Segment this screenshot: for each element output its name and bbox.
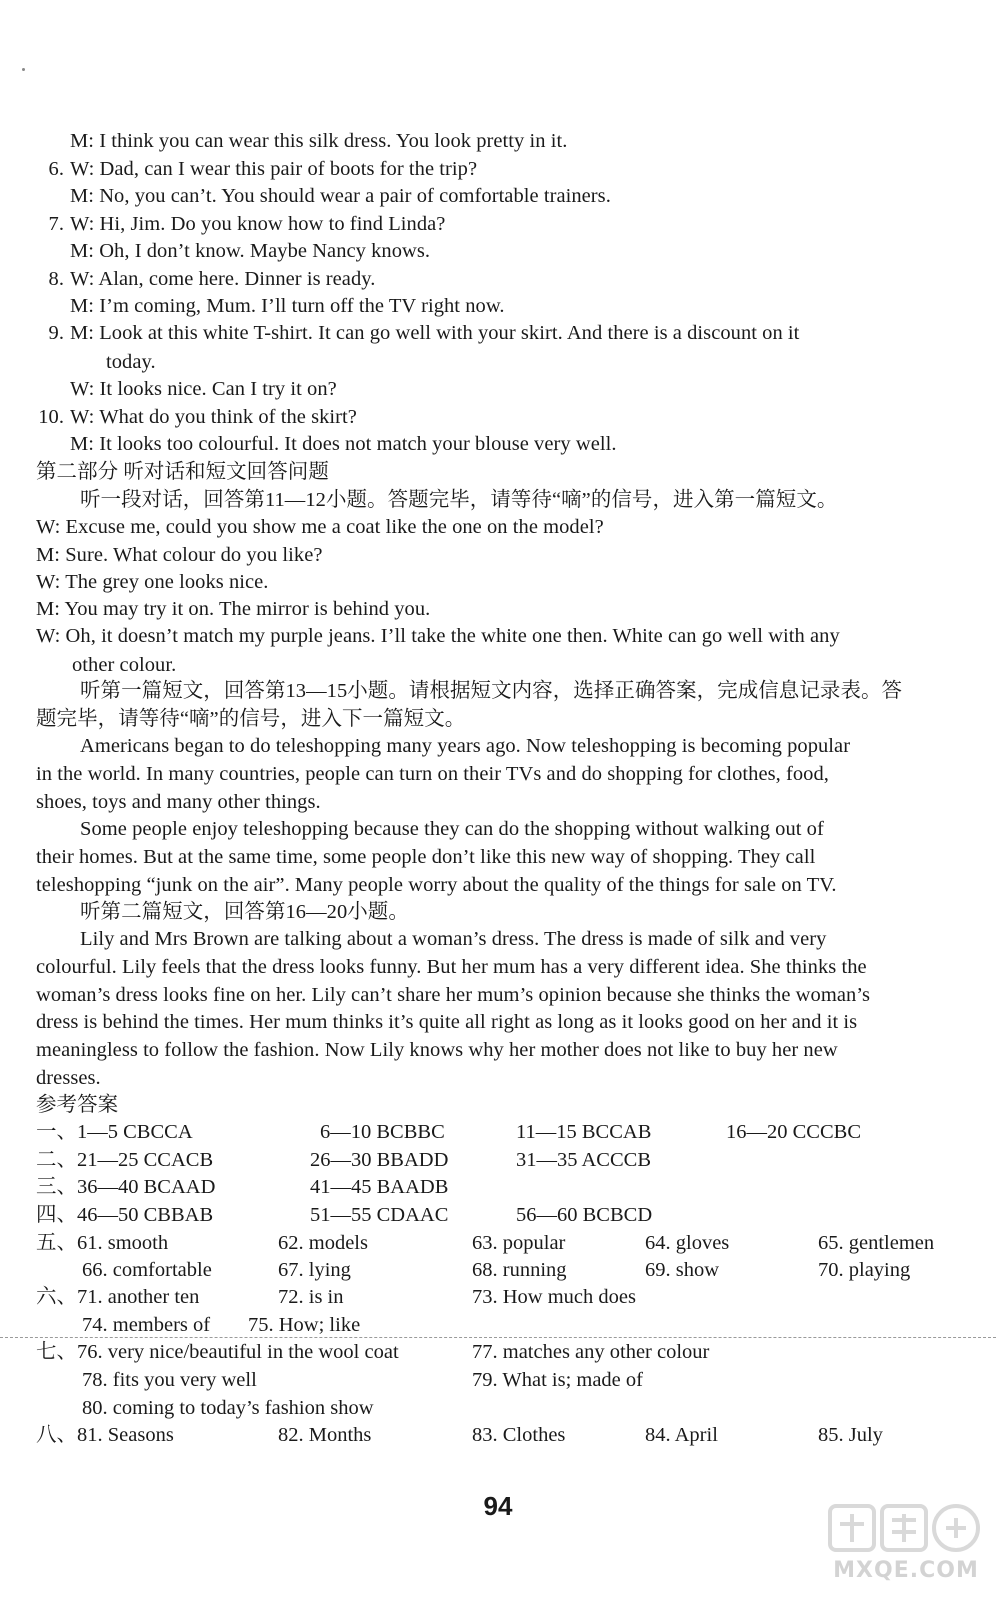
dialogue-6-man: M: No, you can’t. You should wear a pair of comfortable trainers.	[70, 185, 611, 207]
passage-1-line-6: teleshopping “junk on the air”. Many people worry about the quality of the things for sale on TV.	[36, 874, 837, 896]
answer-row-1	[0, 1118, 996, 1146]
passage-2-instruction: 听第二篇短文，回答第16—20小题。	[80, 901, 409, 923]
conversation-line-5: W: Oh, it doesn’t match my purple jeans. I’ll take the white one then. White can go well with any	[36, 625, 840, 647]
passage-2-line-4: dress is behind the times. Her mum thinks it’s quite all right as long as it looks good on her and it is	[36, 1011, 858, 1033]
page-number: 94	[483, 1491, 513, 1521]
answer-cell: 二、21—25 CCACB	[36, 1149, 214, 1171]
answer-cell: 五、61. smooth	[36, 1232, 169, 1254]
answer-cell: 73. How much does	[472, 1286, 636, 1308]
answer-cell: 85. July	[818, 1424, 883, 1446]
answer-row-3	[0, 1173, 996, 1201]
watermark-logo	[826, 1500, 986, 1590]
answer-cell: 83. Clothes	[472, 1424, 566, 1446]
answer-cell: 51—55 CDAAC	[310, 1204, 449, 1226]
answer-cell: 四、46—50 CBBAB	[36, 1204, 214, 1226]
answer-cell: 67. lying	[278, 1259, 351, 1281]
answer-row-10	[0, 1366, 996, 1394]
answer-cell: 一、1—5 CBCCA	[36, 1121, 193, 1143]
dialogue-8-man: M: I’m coming, Mum. I’ll turn off the TV right now.	[70, 295, 505, 317]
answer-cell: 66. comfortable	[82, 1259, 212, 1281]
passage-1-line-2: in the world. In many countries, people can turn on their TVs and do shopping for clothes, food,	[36, 763, 829, 785]
answer-cell: 77. matches any other colour	[472, 1341, 710, 1363]
answer-cell: 70. playing	[818, 1259, 911, 1281]
answer-cell: 62. models	[278, 1232, 368, 1254]
watermark-text: MXQE.COM	[833, 1558, 979, 1583]
answer-row-8	[0, 1311, 996, 1339]
answer-cell: 11—15 BCCAB	[516, 1121, 652, 1143]
passage-2-line-6: dresses.	[36, 1067, 101, 1089]
answer-cell: 74. members of	[82, 1314, 211, 1336]
answer-cell: 75. How; like	[248, 1314, 361, 1336]
dialogue-9-woman: W: It looks nice. Can I try it on?	[70, 378, 337, 400]
answer-cell: 26—30 BBADD	[310, 1149, 449, 1171]
dialogue-9-man: 9. M: Look at this white T-shirt. It can go well with your skirt. And there is a discount on it	[48, 322, 800, 344]
passage-1-line-4: Some people enjoy teleshopping because they can do the shopping without walking out of	[80, 818, 824, 840]
answer-cell: 56—60 BCBCD	[516, 1204, 653, 1226]
answer-cell: 16—20 CCCBC	[726, 1121, 861, 1143]
answer-cell: 63. popular	[472, 1232, 566, 1254]
scan-speck	[22, 68, 25, 71]
answer-cell: 6—10 BCBBC	[320, 1121, 445, 1143]
answer-row-2	[0, 1146, 996, 1174]
dialogue-5-man: M: I think you can wear this silk dress. You look pretty in it.	[70, 130, 568, 152]
answer-cell: 78. fits you very well	[82, 1369, 257, 1391]
answer-cell: 79. What is; made of	[472, 1369, 643, 1391]
answer-cell: 七、76. very nice/beautiful in the wool coat	[36, 1341, 399, 1363]
dialogue-9-man-cont: today.	[106, 351, 156, 373]
answer-cell: 68. running	[472, 1259, 567, 1281]
passage-2-line-5: meaningless to follow the fashion. Now Lily knows why her mother does not like to buy her new	[36, 1039, 838, 1061]
answers-heading: 参考答案	[36, 1094, 119, 1116]
answer-row-7	[0, 1283, 996, 1311]
dialogue-7-man: M: Oh, I don’t know. Maybe Nancy knows.	[70, 240, 431, 262]
answer-cell: 八、81. Seasons	[36, 1424, 174, 1446]
answer-cell: 69. show	[645, 1259, 720, 1281]
part-two-heading: 第二部分 听对话和短文回答问题	[36, 461, 329, 483]
dialogue-6-woman: 6. W: Dad, can I wear this pair of boots for the trip?	[48, 158, 478, 180]
watermark-icon	[826, 1500, 986, 1560]
passage-1-line-1: Americans began to do teleshopping many years ago. Now teleshopping is becoming popular	[80, 735, 851, 757]
answer-cell: 82. Months	[278, 1424, 372, 1446]
conversation-line-2: M: Sure. What colour do you like?	[36, 544, 323, 566]
answer-row-5	[0, 1229, 996, 1257]
part-two-instruction-1: 听一段对话，回答第11—12小题。答题完毕，请等待“嘀”的信号，进入第一篇短文。	[80, 489, 838, 511]
answer-cell: 31—35 ACCCB	[516, 1149, 651, 1171]
dialogue-10-man: M: It looks too colourful. It does not match your blouse very well.	[70, 433, 617, 455]
answer-cell: 72. is in	[278, 1286, 344, 1308]
conversation-line-1: W: Excuse me, could you show me a coat like the one on the model?	[36, 516, 604, 538]
answer-row-4	[0, 1201, 996, 1229]
answer-row-12	[0, 1421, 996, 1449]
passage-1-line-3: shoes, toys and many other things.	[36, 791, 321, 813]
dialogue-10-woman: 10. W: What do you think of the skirt?	[38, 406, 357, 428]
conversation-line-5-cont: other colour.	[72, 654, 177, 676]
passage-2-line-1: Lily and Mrs Brown are talking about a woman’s dress. The dress is made of silk and very	[80, 928, 827, 950]
dialogue-8-woman: 8. W: Alan, come here. Dinner is ready.	[48, 268, 376, 290]
passage-1-line-5: their homes. But at the same time, some people don’t like this new way of shopping. They call	[36, 846, 816, 868]
answer-cell: 64. gloves	[645, 1232, 730, 1254]
conversation-line-4: M: You may try it on. The mirror is behind you.	[36, 598, 431, 620]
passage-2-line-2: colourful. Lily feels that the dress looks funny. But her mum has a very different idea. She thinks the	[36, 956, 867, 978]
conversation-line-3: W: The grey one looks nice.	[36, 571, 269, 593]
answer-cell: 六、71. another ten	[36, 1286, 200, 1308]
passage-2-line-3: woman’s dress looks fine on her. Lily can’t share her mum’s opinion because she thinks the woman’s	[36, 984, 871, 1006]
answer-cell: 84. April	[645, 1424, 718, 1446]
dialogue-7-woman: 7. W: Hi, Jim. Do you know how to find Linda?	[48, 213, 446, 235]
answer-row-9	[0, 1338, 996, 1366]
answer-row-11	[0, 1394, 996, 1422]
passage-1-instruction-cont: 题完毕，请等待“嘀”的信号，进入下一篇短文。	[36, 708, 466, 730]
answer-cell: 65. gentlemen	[818, 1232, 935, 1254]
answer-cell: 41—45 BAADB	[310, 1176, 449, 1198]
answer-cell: 三、36—40 BCAAD	[36, 1176, 216, 1198]
passage-1-instruction: 听第一篇短文，回答第13—15小题。请根据短文内容，选择正确答案，完成信息记录表。答	[80, 680, 903, 702]
answer-row-6	[0, 1256, 996, 1284]
answer-cell: 80. coming to today’s fashion show	[82, 1397, 374, 1419]
